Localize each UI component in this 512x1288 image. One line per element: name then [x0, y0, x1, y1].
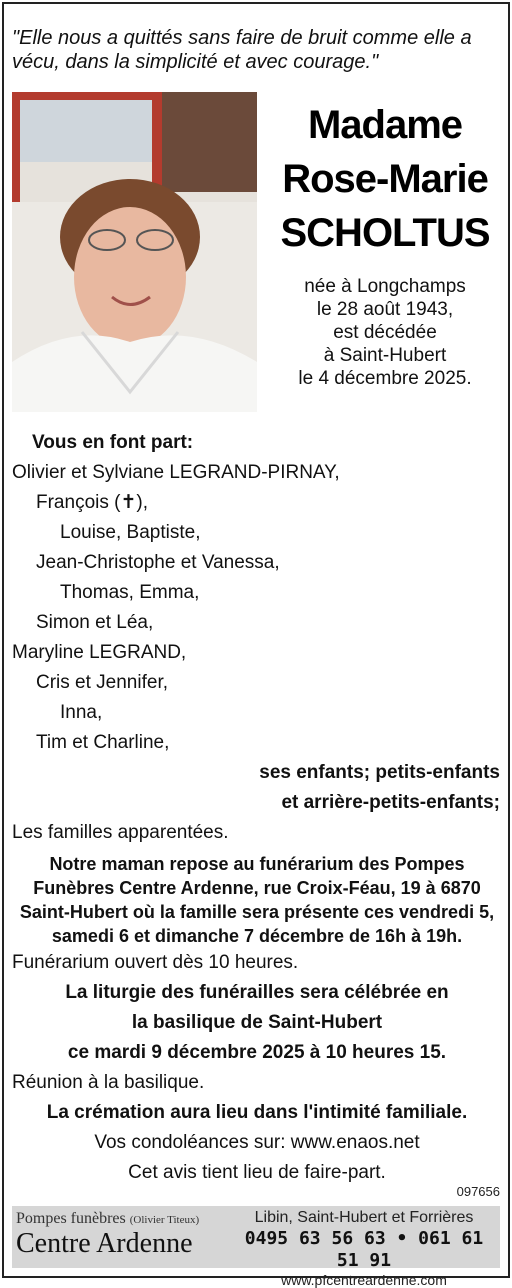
funeral-home-label: [16, 1210, 199, 1228]
birth-line: le 4 décembre 2025.: [298, 368, 472, 389]
funerarium-paragraph: Notre maman repose au funérarium des Pompes Funèbres Centre Ardenne, rue Croix-Féau, 19 à 6870 Saint-Hubert où la famille sera présente ces vendredi 5, samedi 6 et dimanche 7 décembre de 16h à 19h.: [19, 854, 495, 946]
family-member: Olivier et Sylviane LEGRAND-PIRNAY,: [12, 462, 340, 483]
family-member: Cris et Jennifer,: [36, 672, 168, 693]
relation-grandchildren: et arrière-petits-enfants;: [281, 792, 500, 813]
relation-children: ses enfants; petits-enfants: [259, 762, 500, 783]
family-member: Simon et Léa,: [36, 612, 154, 633]
funeral-home-phones: 0495 63 56 63 • 061 61 51 91: [244, 1228, 484, 1271]
cremation-line: La crémation aura lieu dans l'intimité familiale.: [46, 1102, 468, 1123]
family-member: François (✝),: [36, 492, 148, 513]
funeral-home-contact: [234, 1208, 494, 1288]
funeral-home-line1: Pompes funèbres: [16, 1210, 126, 1227]
funerarium-open: Funérarium ouvert dès 10 heures.: [12, 952, 299, 973]
quote-text: "Elle nous a quittés sans faire de bruit comme elle a vécu, dans la simplicité et avec courage.": [12, 27, 472, 73]
family-member: Jean-Christophe et Vanessa,: [36, 552, 280, 573]
family-member: Maryline LEGRAND,: [12, 642, 187, 663]
condolences-line: Vos condoléances sur: www.enaos.net: [94, 1132, 420, 1153]
name-title: Madame: [307, 103, 463, 147]
birth-line: est décédée: [333, 322, 437, 343]
deceased-name: [262, 98, 508, 260]
name-first: Rose-Marie: [282, 157, 488, 201]
name-last: SCHOLTUS: [280, 211, 490, 255]
meeting-line: Réunion à la basilique.: [12, 1072, 205, 1093]
family-member: Thomas, Emma,: [60, 582, 200, 603]
portrait-photo: [12, 92, 257, 412]
liturgy-line: La liturgie des funérailles sera célébrée en: [65, 982, 449, 1003]
family-member: Tim et Charline,: [36, 732, 170, 753]
funeral-home-name: [16, 1210, 199, 1260]
announcement-body: [12, 428, 502, 1188]
relatives-line: Les familles apparentées.: [12, 822, 229, 843]
family-member: Louise, Baptiste,: [60, 522, 201, 543]
portrait-illustration: [12, 92, 257, 412]
funeral-home-places: Libin, Saint-Hubert et Forrières: [254, 1209, 474, 1226]
birth-line: née à Longchamps: [304, 276, 466, 297]
birth-line: à Saint-Hubert: [323, 345, 447, 366]
liturgy-line: la basilique de Saint-Hubert: [131, 1012, 383, 1033]
liturgy-line: ce mardi 9 décembre 2025 à 10 heures 15.: [67, 1042, 447, 1063]
funeral-home-website: www.pfcentreardenne.com: [281, 1272, 447, 1288]
reference-number: 097656: [456, 1184, 500, 1199]
funeral-home-brand: Centre Ardenne: [16, 1228, 193, 1259]
birth-death-info: [262, 275, 508, 390]
announce-heading: Vous en font part:: [32, 432, 194, 453]
notice-line: Cet avis tient lieu de faire-part.: [128, 1162, 386, 1183]
family-member: Inna,: [60, 702, 103, 723]
birth-line: le 28 août 1943,: [316, 299, 454, 320]
funeral-home-owner: (Olivier Titeux): [129, 1214, 200, 1226]
funeral-home-footer: [12, 1206, 500, 1288]
